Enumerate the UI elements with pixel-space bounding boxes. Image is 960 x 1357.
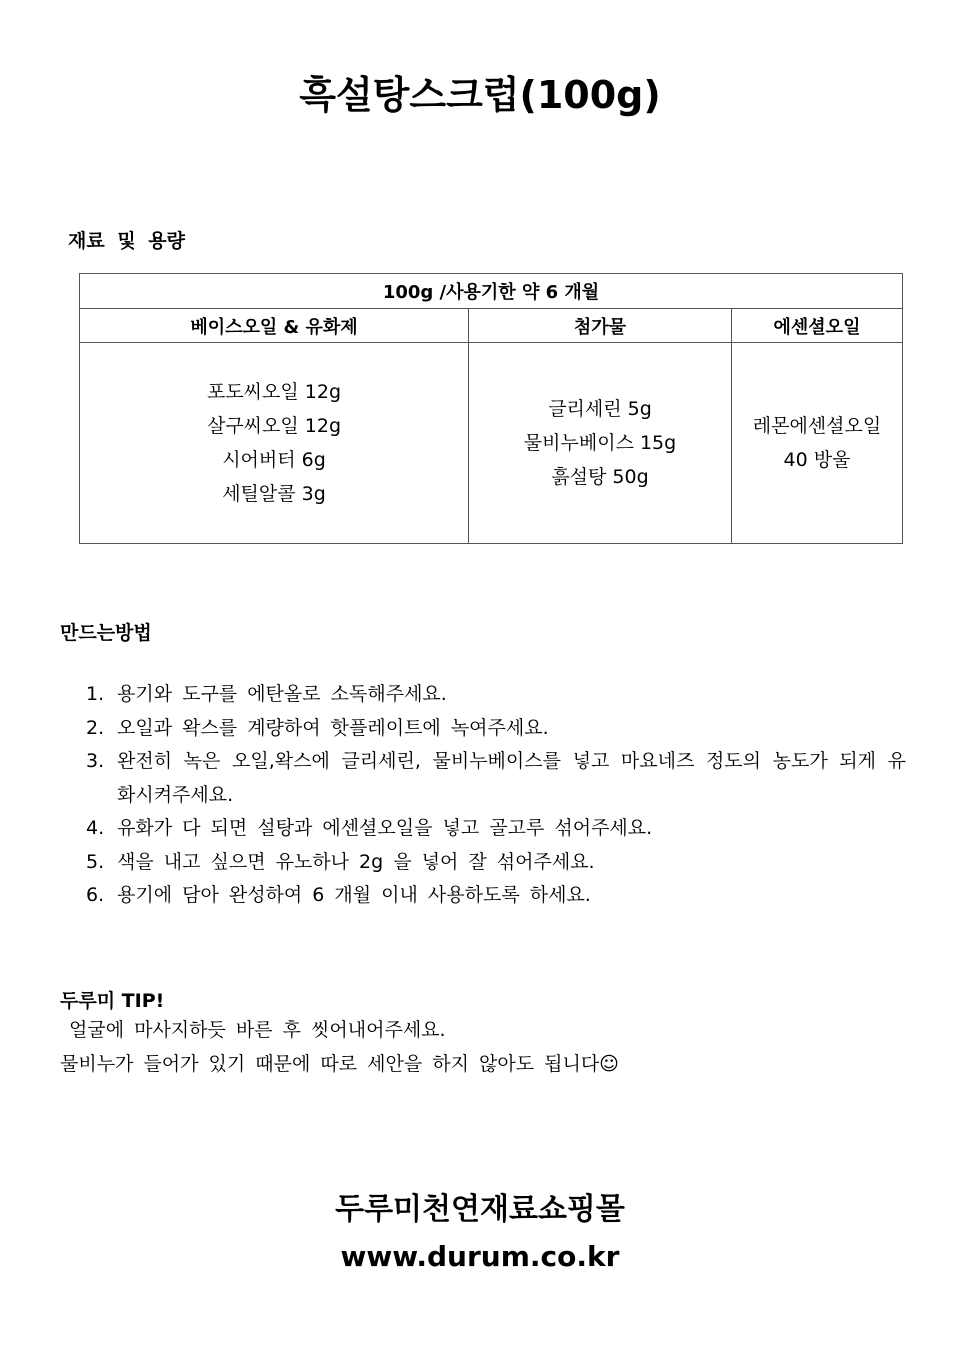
table-caption-row (80, 274, 903, 309)
step-number: 5. (86, 850, 105, 873)
method-heading: 만드는방법 (60, 622, 152, 644)
table-body-row (80, 343, 903, 544)
tip-line: 물비누가 들어가 있기 때문에 따로 세안을 하지 않아도 됩니다☺ (60, 1052, 619, 1075)
additives-cell (469, 343, 732, 544)
step-text: 용기와 도구를 에탄올로 소독해주세요. (117, 683, 447, 705)
additive-ingredient: 글리세린 5g (548, 398, 652, 420)
step-item (86, 678, 906, 712)
column-header-base: 베이스오일 & 유화제 (80, 309, 469, 343)
step-text: 색을 내고 싶으면 유노하나 2g 을 넣어 잘 섞어주세요. (117, 850, 595, 873)
page-title: 흑설탕스크럽(100g) (299, 73, 661, 117)
step-text: 용기에 담아 완성하여 6 개월 이내 사용하도록 하세요. (117, 884, 591, 906)
shop-url: www.durum.co.kr (340, 1240, 620, 1273)
step-number: 3. (86, 750, 105, 772)
recipe-table (79, 273, 903, 544)
base-ingredient: 살구씨오일 12g (206, 415, 342, 437)
additive-ingredient: 물비누베이스 15g (523, 432, 677, 454)
table-caption: 100g /사용기한 약 6 개월 (80, 274, 903, 309)
step-item (86, 712, 906, 746)
step-number: 6. (86, 884, 105, 906)
step-number: 4. (86, 817, 105, 839)
step-number: 2. (86, 716, 105, 739)
essential-oil-amount: 40 방울 (783, 449, 851, 471)
step-text: 유화가 다 되면 설탕과 에센셜오일을 넣고 골고루 섞어주세요. (117, 817, 653, 839)
additive-ingredient: 흙설탕 50g (551, 466, 649, 488)
step-number: 1. (86, 683, 105, 705)
column-header-additives: 첨가물 (469, 309, 732, 343)
base-ingredient: 시어버터 6g (222, 449, 326, 471)
essential-cell (732, 343, 903, 544)
step-text: 완전히 녹은 오일,왁스에 글리세린, 물비누베이스를 넣고 마요네즈 정도의 농도가 되게 유화시켜주세요. (117, 750, 906, 806)
tip-heading: 두루미 TIP! (60, 990, 165, 1012)
materials-heading: 재료 및 용량 (68, 230, 185, 252)
base-ingredient: 세틸알콜 3g (222, 483, 326, 505)
column-header-essential: 에센셜오일 (732, 309, 903, 343)
step-item (86, 745, 906, 812)
shop-name: 두루미천연재료쇼핑몰 (335, 1192, 625, 1227)
base-cell (80, 343, 469, 544)
step-item (86, 846, 906, 880)
method-steps (86, 678, 906, 913)
tip-body (60, 1014, 619, 1081)
step-item (86, 812, 906, 846)
essential-oil-name: 레몬에센셜오일 (752, 415, 882, 437)
step-item (86, 879, 906, 913)
table-header-row (80, 309, 903, 343)
step-text: 오일과 왁스를 계량하여 핫플레이트에 녹여주세요. (117, 716, 549, 739)
base-ingredient: 포도씨오일 12g (206, 381, 342, 403)
tip-line: 얼굴에 마사지하듯 바른 후 씻어내어주세요. (69, 1019, 446, 1041)
